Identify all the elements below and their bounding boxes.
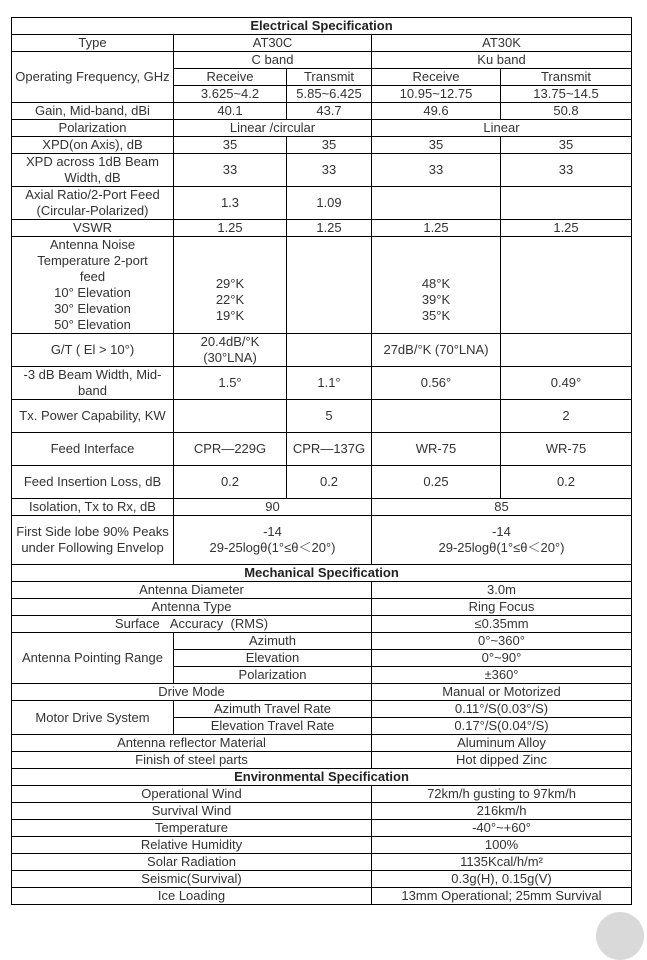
polarization-ku: Linear xyxy=(372,120,632,137)
gt-ku-value: 27dB/°K (70°LNA) xyxy=(372,334,501,367)
freq-c-receive: 3.625~4.2 xyxy=(174,86,287,103)
steel-value: Hot dipped Zinc xyxy=(372,752,632,769)
xpd-axis-value: 35 xyxy=(501,137,632,154)
insertion-loss-value: 0.2 xyxy=(174,466,287,499)
vswr-value: 1.25 xyxy=(174,220,287,237)
pointing-polarization-label: Polarization xyxy=(174,667,372,684)
vswr-value: 1.25 xyxy=(287,220,372,237)
isolation-ku: 85 xyxy=(372,499,632,516)
beamwidth-value: 0.56° xyxy=(372,367,501,400)
feed-interface-value: WR-75 xyxy=(372,433,501,466)
steel-label: Finish of steel parts xyxy=(12,752,372,769)
motor-azimuth-value: 0.11°/S(0.03°/S) xyxy=(372,701,632,718)
env-label: Seismic(Survival) xyxy=(12,871,372,888)
antenna-type-row xyxy=(12,599,632,616)
xpd-beam-value: 33 xyxy=(372,154,501,187)
band-c: C band xyxy=(174,52,372,69)
xpd-beam-label: XPD across 1dB Beam Width, dB xyxy=(12,154,174,187)
electrical-header-row xyxy=(12,18,632,35)
reflector-label: Antenna reflector Material xyxy=(12,735,372,752)
env-label: Solar Radiation xyxy=(12,854,372,871)
motor-elevation-label: Elevation Travel Rate xyxy=(174,718,372,735)
polarization-label: Polarization xyxy=(12,120,174,137)
env-value: 0.3g(H), 0.15g(V) xyxy=(372,871,632,888)
sidelobe-label: First Side lobe 90% Peaks under Following Envelop xyxy=(12,516,174,565)
reflector-row xyxy=(12,735,632,752)
scroll-to-top-button[interactable] xyxy=(596,912,644,960)
pointing-azimuth-value: 0°~360° xyxy=(372,633,632,650)
pointing-elevation-label: Elevation xyxy=(174,650,372,667)
beamwidth-value: 0.49° xyxy=(501,367,632,400)
insertion-loss-value: 0.2 xyxy=(501,466,632,499)
env-label: Ice Loading xyxy=(12,888,372,905)
gt-c-transmit-empty xyxy=(287,334,372,367)
power-value: 2 xyxy=(501,400,632,433)
pointing-elevation-value: 0°~90° xyxy=(372,650,632,667)
spec-table xyxy=(11,17,632,905)
gain-value: 49.6 xyxy=(372,103,501,120)
motor-azimuth-row xyxy=(12,701,632,718)
pointing-azimuth-row xyxy=(12,633,632,650)
electrical-section-title: Electrical Specification xyxy=(12,18,632,35)
reflector-value: Aluminum Alloy xyxy=(372,735,632,752)
env-row xyxy=(12,888,632,905)
direction-c-transmit: Transmit xyxy=(287,69,372,86)
vswr-row xyxy=(12,220,632,237)
gain-value: 43.7 xyxy=(287,103,372,120)
diameter-value: 3.0m xyxy=(372,582,632,599)
antenna-type-label: Antenna Type xyxy=(12,599,372,616)
direction-ku-transmit: Transmit xyxy=(501,69,632,86)
type-label: Type xyxy=(12,35,174,52)
band-ku: Ku band xyxy=(372,52,632,69)
motor-elevation-value: 0.17°/S(0.04°/S) xyxy=(372,718,632,735)
freq-ku-receive: 10.95~12.75 xyxy=(372,86,501,103)
model-at30k: AT30K xyxy=(372,35,632,52)
mechanical-header-row xyxy=(12,565,632,582)
gt-label: G/T ( El > 10°) xyxy=(12,334,174,367)
isolation-c: 90 xyxy=(174,499,372,516)
insertion-loss-row xyxy=(12,466,632,499)
polarization-c: Linear /circular xyxy=(174,120,372,137)
gt-row xyxy=(12,334,632,367)
env-value: 13mm Operational; 25mm Survival xyxy=(372,888,632,905)
gt-c-value: 20.4dB/°K (30°LNA) xyxy=(174,334,287,367)
noise-temperature-row xyxy=(12,237,632,334)
gain-row xyxy=(12,103,632,120)
environmental-section-title: Environmental Specification xyxy=(12,769,632,786)
beamwidth-value: 1.1° xyxy=(287,367,372,400)
axial-ratio-value xyxy=(372,187,501,220)
pointing-azimuth-label: Azimuth xyxy=(174,633,372,650)
surface-label: Surface Accuracy (RMS) xyxy=(12,616,372,633)
feed-interface-value: CPR—137G xyxy=(287,433,372,466)
env-value: 216km/h xyxy=(372,803,632,820)
noise-c-transmit-empty xyxy=(287,237,372,334)
steel-row xyxy=(12,752,632,769)
insertion-loss-value: 0.25 xyxy=(372,466,501,499)
sidelobe-ku: -14 29-25logθ(1°≤θ＜20°) xyxy=(372,516,632,565)
vswr-value: 1.25 xyxy=(501,220,632,237)
env-row xyxy=(12,871,632,888)
antenna-type-value: Ring Focus xyxy=(372,599,632,616)
axial-ratio-value: 1.09 xyxy=(287,187,372,220)
env-label: Relative Humidity xyxy=(12,837,372,854)
motor-drive-label: Motor Drive System xyxy=(12,701,174,735)
feed-interface-row xyxy=(12,433,632,466)
beamwidth-row xyxy=(12,367,632,400)
xpd-beam-value: 33 xyxy=(174,154,287,187)
env-value: 1135Kcal/h/m² xyxy=(372,854,632,871)
surface-value: ≤0.35mm xyxy=(372,616,632,633)
pointing-polarization-value: ±360° xyxy=(372,667,632,684)
gain-value: 40.1 xyxy=(174,103,287,120)
beamwidth-value: 1.5° xyxy=(174,367,287,400)
noise-ku-values: 48°K 39°K 35°K xyxy=(372,237,501,334)
env-row xyxy=(12,786,632,803)
sidelobe-row xyxy=(12,516,632,565)
env-value: 100% xyxy=(372,837,632,854)
power-row xyxy=(12,400,632,433)
power-value xyxy=(372,400,501,433)
xpd-axis-value: 35 xyxy=(287,137,372,154)
power-value xyxy=(174,400,287,433)
polarization-row xyxy=(12,120,632,137)
xpd-beam-value: 33 xyxy=(501,154,632,187)
type-row xyxy=(12,35,632,52)
power-label: Tx. Power Capability, KW xyxy=(12,400,174,433)
axial-ratio-value xyxy=(501,187,632,220)
env-row xyxy=(12,820,632,837)
feed-interface-value: WR-75 xyxy=(501,433,632,466)
sidelobe-c: -14 29-25logθ(1°≤θ＜20°) xyxy=(174,516,372,565)
insertion-loss-label: Feed Insertion Loss, dB xyxy=(12,466,174,499)
freq-c-transmit: 5.85~6.425 xyxy=(287,86,372,103)
gain-value: 50.8 xyxy=(501,103,632,120)
env-value: 72km/h gusting to 97km/h xyxy=(372,786,632,803)
drive-mode-value: Manual or Motorized xyxy=(372,684,632,701)
pointing-label: Antenna Pointing Range xyxy=(12,633,174,684)
isolation-label: Isolation, Tx to Rx, dB xyxy=(12,499,174,516)
diameter-label: Antenna Diameter xyxy=(12,582,372,599)
isolation-row xyxy=(12,499,632,516)
noise-temperature-label: Antenna Noise Temperature 2-port feed 10° Elevation 30° Elevation 50° Elevation xyxy=(12,237,174,334)
xpd-beam-value: 33 xyxy=(287,154,372,187)
motor-azimuth-label: Azimuth Travel Rate xyxy=(174,701,372,718)
xpd-axis-value: 35 xyxy=(372,137,501,154)
xpd-axis-value: 35 xyxy=(174,137,287,154)
feed-interface-value: CPR—229G xyxy=(174,433,287,466)
xpd-beam-row xyxy=(12,154,632,187)
beamwidth-label: -3 dB Beam Width, Mid-band xyxy=(12,367,174,400)
drive-mode-row xyxy=(12,684,632,701)
band-row xyxy=(12,52,632,69)
surface-row xyxy=(12,616,632,633)
drive-mode-label: Drive Mode xyxy=(12,684,372,701)
power-value: 5 xyxy=(287,400,372,433)
xpd-axis-row xyxy=(12,137,632,154)
feed-interface-label: Feed Interface xyxy=(12,433,174,466)
env-row xyxy=(12,803,632,820)
direction-ku-receive: Receive xyxy=(372,69,501,86)
axial-ratio-label: Axial Ratio/2-Port Feed (Circular-Polarized) xyxy=(12,187,174,220)
xpd-axis-label: XPD(on Axis), dB xyxy=(12,137,174,154)
insertion-loss-value: 0.2 xyxy=(287,466,372,499)
noise-c-values: 29°K 22°K 19°K xyxy=(174,237,287,334)
env-label: Operational Wind xyxy=(12,786,372,803)
env-label: Temperature xyxy=(12,820,372,837)
gt-ku-transmit-empty xyxy=(501,334,632,367)
diameter-row xyxy=(12,582,632,599)
frequency-label: Operating Frequency, GHz xyxy=(12,52,174,103)
vswr-value: 1.25 xyxy=(372,220,501,237)
noise-ku-transmit-empty xyxy=(501,237,632,334)
freq-ku-transmit: 13.75~14.5 xyxy=(501,86,632,103)
direction-c-receive: Receive xyxy=(174,69,287,86)
env-row xyxy=(12,837,632,854)
axial-ratio-value: 1.3 xyxy=(174,187,287,220)
env-label: Survival Wind xyxy=(12,803,372,820)
axial-ratio-row xyxy=(12,187,632,220)
env-row xyxy=(12,854,632,871)
environmental-header-row xyxy=(12,769,632,786)
vswr-label: VSWR xyxy=(12,220,174,237)
env-value: -40°~+60° xyxy=(372,820,632,837)
model-at30c: AT30C xyxy=(174,35,372,52)
gain-label: Gain, Mid-band, dBi xyxy=(12,103,174,120)
mechanical-section-title: Mechanical Specification xyxy=(12,565,632,582)
